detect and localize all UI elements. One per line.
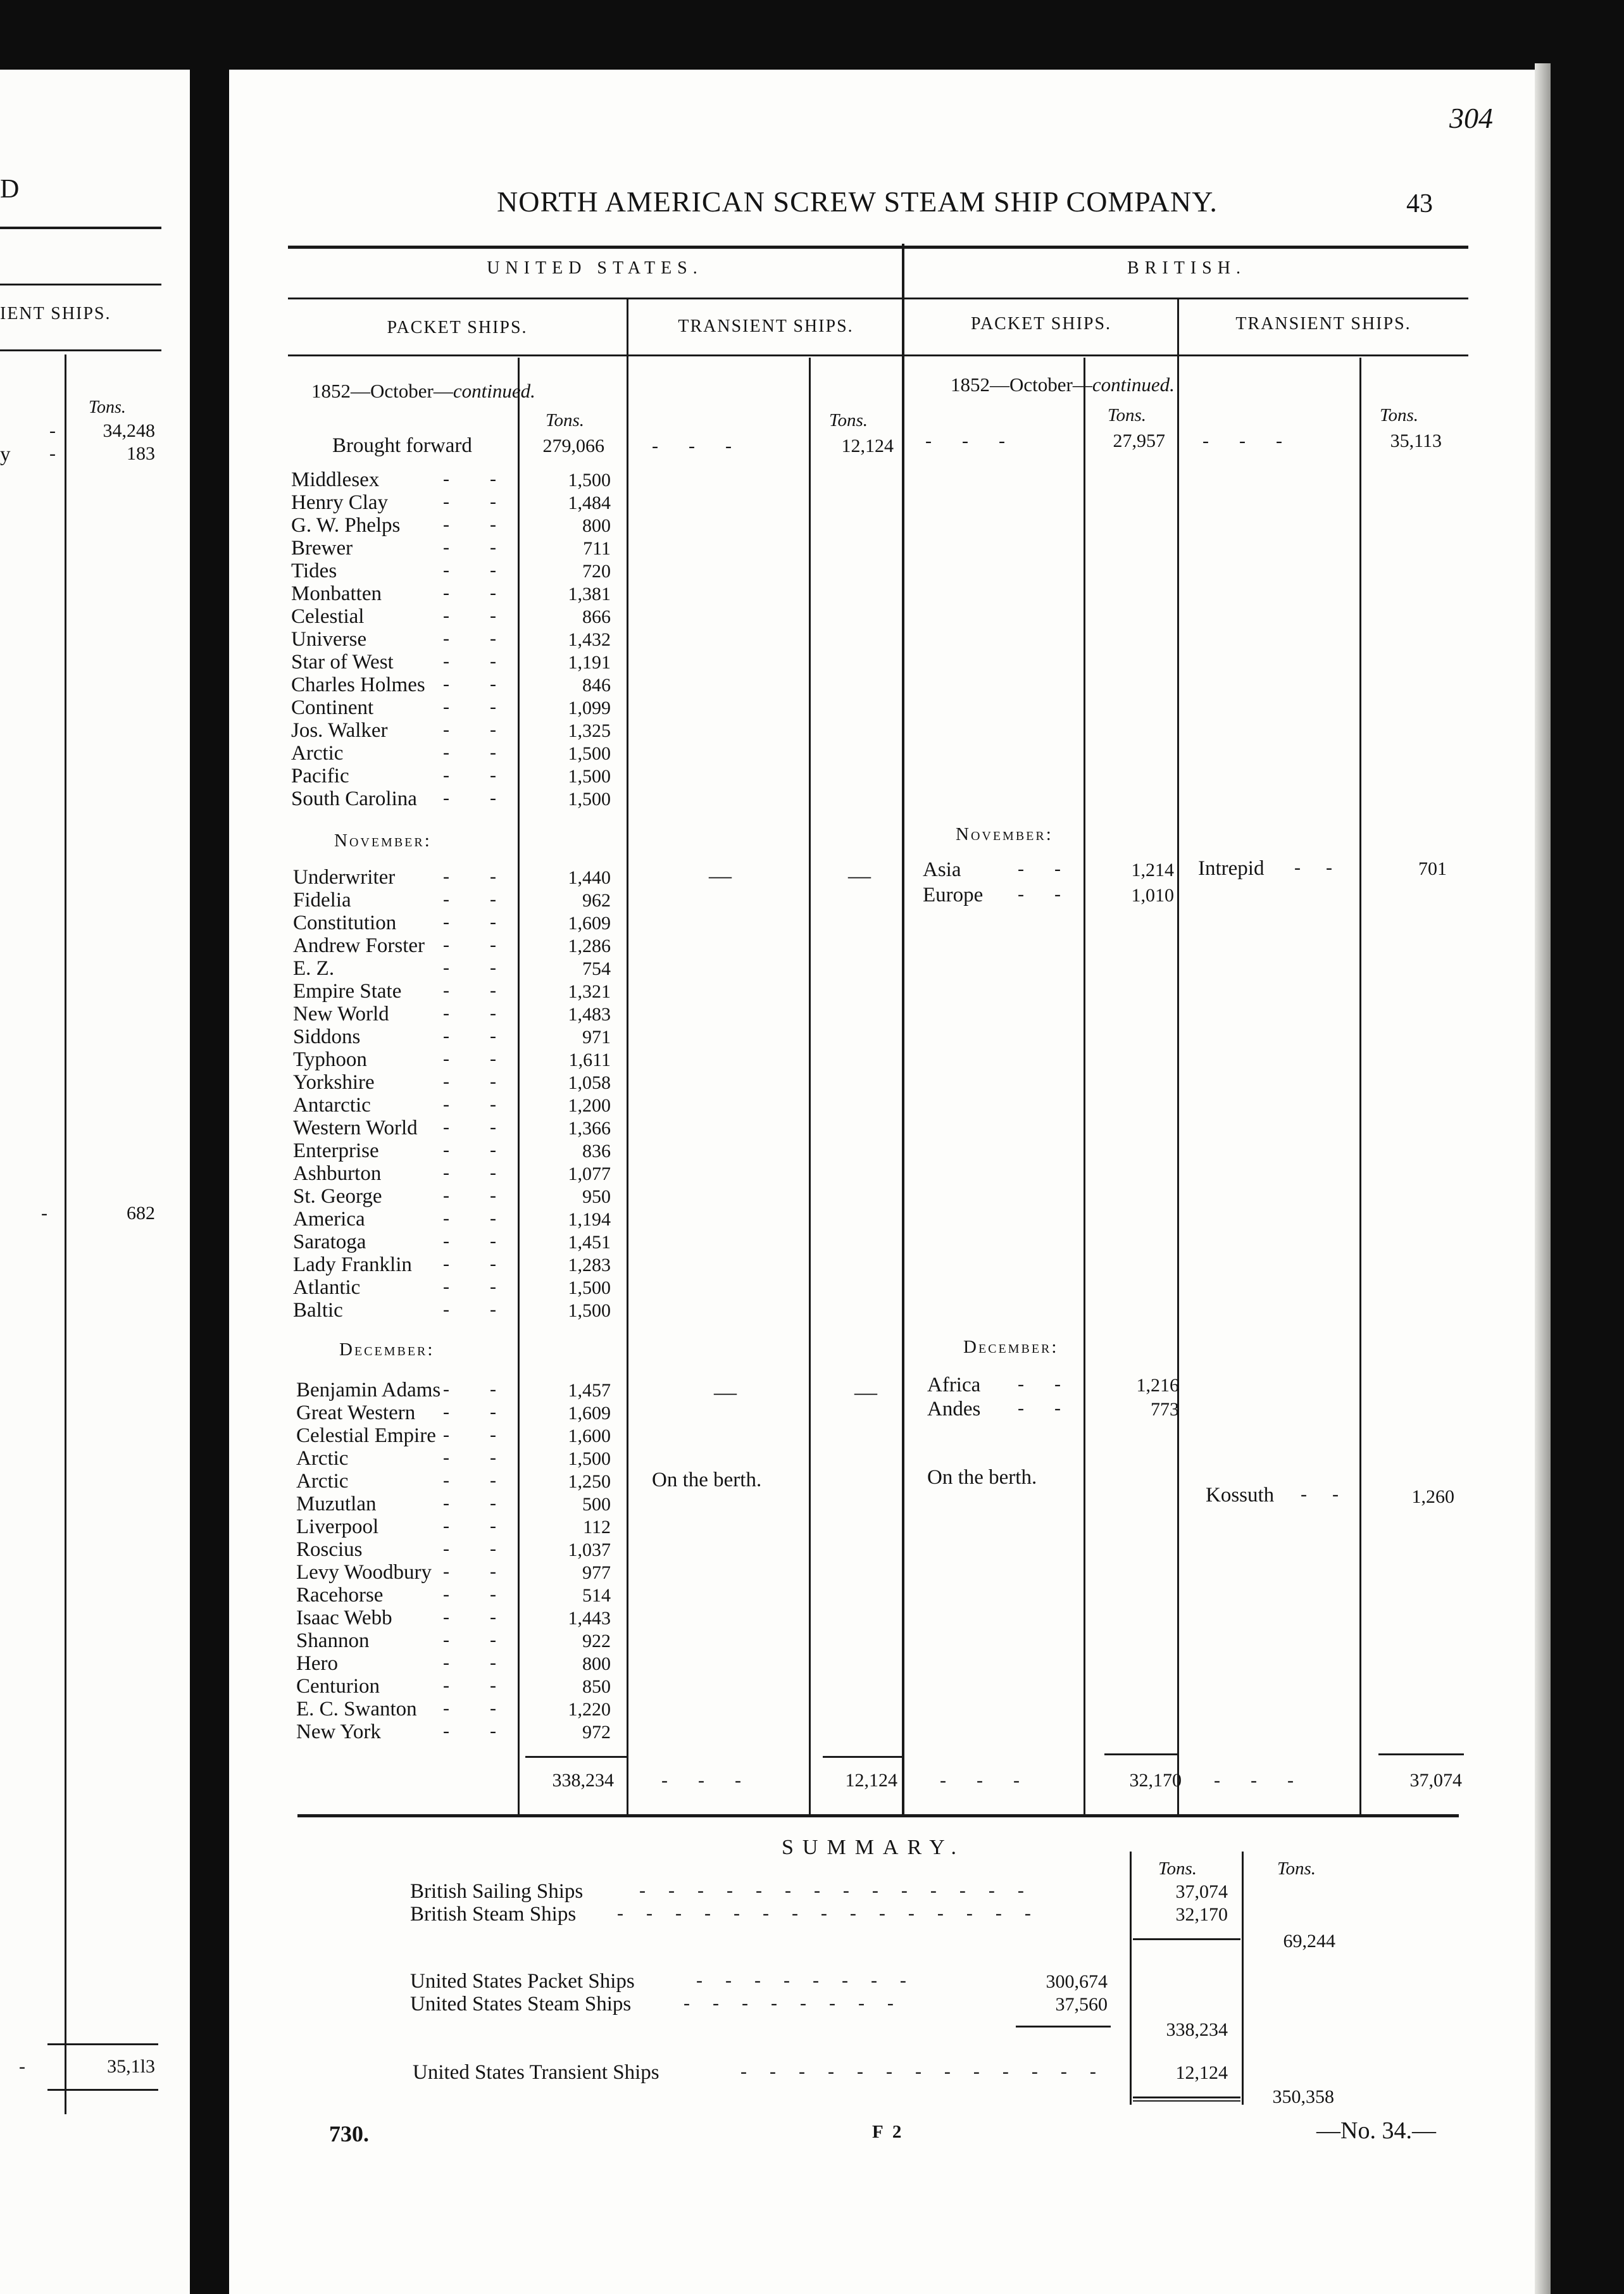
left-rule [47,2089,158,2091]
leader-dots: ------------- [740,2061,1119,2082]
left-rule [0,284,161,285]
us-packet-ship-name: E. Z. [293,957,335,980]
us-packet-ship-tons: 720 [582,561,611,582]
us-packet-ship-tons: 1,484 [568,492,611,513]
leader-dots: -- [443,696,537,717]
summary-tons-label: Tons. [1158,1858,1197,1879]
us-packet-ship-tons: 1,500 [568,470,611,491]
leader-dots: -------- [684,1993,916,2014]
us-packet-ship-name: Celestial Empire [296,1424,436,1447]
us-packet-ship-name: Shannon [296,1629,370,1652]
leader-dots: -- [443,1470,537,1491]
us-packet-ship-tons: 514 [582,1585,611,1606]
tons-label: Tons. [1108,405,1147,425]
us-packet-ship-name: Western World [293,1117,418,1139]
left-column-header-fragment: IENT SHIPS. [0,304,111,323]
british-period-label: 1852—October—continued. [951,373,1175,396]
total-rule [1104,1753,1177,1755]
tons-label: Tons. [546,410,585,430]
us-packet-ship-name: Ashburton [293,1162,382,1185]
brought-forward-british-packet: 27,957 [1113,430,1165,451]
us-packet-ship-name: Continent [291,696,374,719]
us-packet-ship-name: New York [296,1720,381,1743]
leader-dots: -- [443,1276,537,1297]
leader-dots: -- [443,560,537,580]
us-packet-ship-name: Hero [296,1652,338,1675]
leader-dots: -- [443,889,537,910]
summary-rule [1016,2026,1111,2028]
summary-column-line [1130,1852,1132,2105]
us-packet-ship-name: Siddons [293,1025,361,1048]
left-rule [0,227,161,229]
leader-dots: -- [1018,1374,1091,1395]
leader-dots: -- [443,1652,537,1673]
british-transient-tons: 701 [1418,858,1447,879]
us-packet-ship-name: Charles Holmes [291,674,425,696]
us-packet-ship-name: Muzutlan [296,1493,377,1515]
page-number: 43 [1406,189,1433,218]
us-packet-ship-name: Pacific [291,765,349,787]
summary-british-steam-label: British Steam Ships [410,1903,577,1926]
leader-dots: -- [443,1424,537,1445]
us-november-label: November: [334,830,432,851]
us-transient-dash: — [854,1379,877,1405]
us-packet-ship-name: Antarctic [293,1094,371,1117]
leader-dots: -- [443,1094,537,1115]
tons-label: Tons. [829,410,868,430]
left-heading-fragment: D [0,175,20,204]
us-packet-ship-name: Saratoga [293,1231,366,1253]
summary-british-sailing-label: British Sailing Ships [410,1880,584,1903]
us-packet-ship-tons: 962 [582,890,611,911]
us-packet-ship-tons: 1,609 [568,913,611,934]
us-packet-ship-name: St. George [293,1185,382,1208]
leader-dots: -- [443,1561,537,1582]
leader-dots: -- [1018,858,1091,879]
us-packet-ship-tons: 1,611 [568,1050,611,1070]
leader-dots: -- [443,1584,537,1605]
us-packet-ship-tons: 1,457 [568,1380,611,1401]
us-packet-ship-tons: 836 [582,1141,611,1162]
leader-dots: -- [443,934,537,955]
total-rule [1378,1753,1464,1755]
book-gutter [190,0,229,2294]
leader-dots: -- [443,605,537,626]
left-leader: - [49,443,56,464]
us-packet-ship-name: Fidelia [293,889,351,912]
us-transient-dash: — [714,1379,737,1405]
us-packet-ship-tons: 1,432 [568,629,611,650]
us-packet-ship-tons: 850 [582,1676,611,1697]
us-packet-ship-name: Great Western [296,1401,416,1424]
left-value: 34,248 [103,420,155,441]
left-leader: - [19,2056,25,2077]
us-packet-ship-tons: 972 [582,1722,611,1743]
left-column-line [65,354,66,2114]
us-packet-ship-name: G. W. Phelps [291,514,401,537]
title-rule [288,246,1468,249]
us-packet-ship-tons: 1,381 [568,584,611,605]
leader-dots: -- [443,1117,537,1138]
book-right-edge [1551,0,1624,2294]
leader-dots: -- [443,1401,537,1422]
us-packet-ship-name: Middlesex [291,468,380,491]
us-packet-ship-tons: 1,220 [568,1699,611,1720]
leader-dots: -- [443,628,537,649]
leader-dots: --- [1214,1770,1324,1791]
us-packet-ship-name: Centurion [296,1675,380,1698]
us-packet-ship-tons: 1,250 [568,1471,611,1492]
us-packet-ship-tons: 1,077 [568,1163,611,1184]
us-packet-ship-tons: 800 [582,515,611,536]
us-packet-ship-name: Levy Woodbury [296,1561,432,1584]
column-divider [627,299,628,1815]
brought-forward-label: Brought forward [332,434,472,457]
us-packet-ship-tons: 1,194 [568,1209,611,1230]
us-packet-ship-name: Celestial [291,605,365,628]
us-packet-ship-tons: 1,366 [568,1118,611,1139]
leader-dots: -- [1294,857,1358,878]
us-packet-ship-name: Underwriter [293,866,396,889]
leader-dots: -- [443,1071,537,1092]
leader-dots: -- [443,957,537,978]
group-header-rule [288,298,1468,299]
us-packet-ship-tons: 1,286 [568,936,611,956]
leader-dots: -- [443,1185,537,1206]
us-packet-ship-tons: 1,500 [568,1448,611,1469]
us-packet-ship-name: New World [293,1003,389,1025]
leader-dots: -- [443,1629,537,1650]
us-packet-ship-tons: 1,191 [568,652,611,673]
us-packet-ship-tons: 1,037 [568,1539,611,1560]
us-packet-ship-tons: 1,500 [568,743,611,764]
us-packet-ship-tons: 800 [582,1653,611,1674]
handwritten-folio: 304 [1449,102,1493,134]
us-packet-ship-name: Henry Clay [291,491,389,514]
leader-dots: --------------- [617,1903,1054,1924]
leader-dots: -- [443,1493,537,1514]
us-packet-ship-tons: 1,500 [568,1277,611,1298]
us-packet-ship-tons: 500 [582,1494,611,1515]
leader-dots: -- [443,1231,537,1251]
us-packet-ship-tons: 1,200 [568,1095,611,1116]
us-packet-ship-tons: 977 [582,1562,611,1583]
summary-us-transient-label: United States Transient Ships [413,2061,659,2084]
us-packet-ship-tons: 950 [582,1186,611,1207]
british-packet-ship-tons: 1,216 [1136,1375,1179,1396]
left-value: 35,1l3 [107,2056,155,2077]
us-packet-ship-name: Empire State [293,980,402,1003]
us-packet-ship-tons: 971 [582,1027,611,1048]
british-packet-ship-tons: 1,214 [1131,860,1174,881]
us-packet-ship-name: Constitution [293,912,397,934]
left-tons-label: Tons. [89,398,126,417]
united-states-header: UNITED STATES. [487,258,703,278]
us-packet-ship-name: America [293,1208,365,1231]
total-british-transient: 37,074 [1409,1770,1462,1791]
leader-dots: -- [443,468,537,489]
us-packet-ship-tons: 922 [582,1631,611,1652]
summary-us-steam-tons: 37,560 [1055,1994,1108,2015]
leader-dots: -- [443,912,537,932]
leader-dots: --- [940,1770,1050,1791]
summary-grand-total: 350,358 [1272,2086,1334,2107]
leader-dots: -- [1301,1484,1364,1505]
leader-dots: -- [443,980,537,1001]
leader-dots: -- [1018,1398,1091,1419]
footer-center: F 2 [872,2122,904,2142]
summary-rule [1133,1938,1240,1940]
us-packet-ship-name: Andrew Forster [293,934,425,957]
summary-us-transient-tons: 12,124 [1175,2062,1228,2083]
left-rule [47,2043,158,2045]
leader-dots: -- [443,1162,537,1183]
us-transient-dash: — [848,863,871,888]
leader-dots: -- [443,1299,537,1320]
footer-left: 730. [329,2121,369,2147]
us-packet-ship-name: Arctic [296,1447,349,1470]
table-bottom-rule [297,1814,1459,1817]
us-packet-ship-tons: 866 [582,606,611,627]
us-packet-ship-name: Racehorse [296,1584,384,1607]
leader-dots: -------------- [639,1880,1047,1901]
british-transient-name: Intrepid [1198,857,1265,880]
us-packet-ship-tons: 1,500 [568,766,611,787]
brought-forward-us-transient: 12,124 [841,436,894,456]
page-edge-shading [1535,63,1551,2294]
leader-dots: -- [1018,884,1091,905]
us-packet-ship-tons: 1,058 [568,1072,611,1093]
summary-tons-label: Tons. [1277,1858,1316,1879]
leader-dots: -- [443,1607,537,1627]
summary-us-packet-label: United States Packet Ships [410,1970,635,1993]
left-value: 183 [127,443,155,464]
leader-dots: -- [443,1515,537,1536]
british-packet-ship-name: Asia [923,858,961,881]
footer-right: —No. 34.— [1316,2117,1436,2144]
left-rule [0,349,161,351]
leader-dots: -------- [696,1970,929,1991]
us-packet-ship-tons: 112 [583,1517,611,1538]
brought-forward-british-transient: 35,113 [1390,430,1442,451]
us-packet-ship-name: Isaac Webb [296,1607,392,1629]
us-packet-ship-name: Brewer [291,537,353,560]
british-packet-ship-name: Africa [927,1374,981,1396]
us-packet-ship-tons: 711 [583,538,611,559]
us-packet-ship-name: Universe [291,628,367,651]
summary-title: SUMMARY. [782,1836,965,1859]
us-packet-ship-name: Typhoon [293,1048,367,1071]
us-packet-ship-name: Jos. Walker [291,719,388,742]
leader-dots: --- [661,1770,771,1791]
tons-divider [1359,358,1361,1815]
tons-divider [1084,358,1085,1815]
summary-british-sailing-tons: 37,074 [1175,1881,1228,1902]
summary-british-steam-tons: 32,170 [1175,1904,1228,1925]
leader-dots: --- [925,430,1035,451]
british-packet-ship-tons: 773 [1151,1399,1179,1420]
us-period-label: 1852—October—continued. [311,380,535,402]
total-us-packet: 338,234 [552,1770,614,1791]
us-packet-ship-name: Baltic [293,1299,343,1322]
book-top-edge [0,0,1624,70]
total-rule [823,1756,902,1758]
us-packet-ship-name: Lady Franklin [293,1253,412,1276]
summary-us-packet-tons: 300,674 [1046,1971,1108,1992]
us-packet-ship-tons: 1,325 [568,720,611,741]
leader-dots: -- [443,1208,537,1229]
us-packet-ship-tons: 754 [582,958,611,979]
leader-dots: -- [443,537,537,558]
leader-dots: -- [443,674,537,694]
us-packet-ship-tons: 1,321 [568,981,611,1002]
leader-dots: -- [443,787,537,808]
leader-dots: -- [443,1698,537,1719]
summary-rule [1133,2097,1240,2098]
leader-dots: -- [443,1253,537,1274]
us-packet-ship-name: Enterprise [293,1139,379,1162]
left-row-fragment: y [0,443,11,466]
us-packet-ship-tons: 1,443 [568,1608,611,1629]
total-rule [525,1756,627,1758]
summary-column-line [1242,1852,1244,2105]
us-on-the-berth: On the berth. [652,1469,762,1491]
us-br-divider [902,244,904,1815]
left-value: 682 [127,1203,155,1224]
british-transient-header: TRANSIENT SHIPS. [1235,314,1411,334]
us-packet-ship-tons: 1,500 [568,789,611,810]
leader-dots: -- [443,719,537,740]
british-header: BRITISH. [1127,258,1246,278]
us-packet-ship-name: South Carolina [291,787,417,810]
us-packet-ship-name: Atlantic [293,1276,361,1299]
us-packet-ship-tons: 1,483 [568,1004,611,1025]
brought-forward-us-packet: 279,066 [542,436,604,456]
leader-dots: -- [443,1025,537,1046]
leader-dots: -- [443,582,537,603]
total-british-packet: 32,170 [1129,1770,1182,1791]
leader-dots: -- [443,1139,537,1160]
us-packet-ship-name: Roscius [296,1538,363,1561]
us-packet-ship-tons: 1,500 [568,1300,611,1321]
us-packet-ship-tons: 1,451 [568,1232,611,1253]
british-packet-ship-name: Europe [923,884,984,906]
leader-dots: -- [443,1003,537,1024]
leader-dots: -- [443,1538,537,1559]
leader-dots: -- [443,1048,537,1069]
british-december-label: December: [963,1337,1059,1357]
us-packet-ship-tons: 1,440 [568,867,611,888]
leader-dots: -- [443,1447,537,1468]
leader-dots: -- [443,514,537,535]
british-november-label: November: [956,824,1053,844]
british-on-the-berth: On the berth. [927,1466,1037,1489]
british-transient-tons: 1,260 [1411,1486,1454,1507]
left-leader: - [49,420,56,441]
leader-dots: -- [443,491,537,512]
british-packet-ship-tons: 1,010 [1131,885,1174,906]
british-packet-ship-name: Andes [927,1398,981,1420]
us-packet-ship-tons: 1,600 [568,1426,611,1446]
left-leader: - [41,1203,47,1224]
leader-dots: -- [443,742,537,763]
us-packet-ship-name: E. C. Swanton [296,1698,417,1720]
leader-dots: -- [443,1675,537,1696]
column-divider [1177,299,1179,1815]
us-packet-header: PACKET SHIPS. [387,318,528,337]
us-packet-ship-name: Star of West [291,651,394,674]
summary-us-steam-label: United States Steam Ships [410,1993,632,2015]
page-title: NORTH AMERICAN SCREW STEAM SHIP COMPANY. [497,185,1218,218]
us-packet-ship-tons: 1,099 [568,698,611,718]
leader-dots: --- [1202,430,1313,451]
us-packet-ship-name: Arctic [296,1470,349,1493]
total-us-transient: 12,124 [845,1770,897,1791]
leader-dots: -- [443,765,537,786]
us-packet-ship-tons: 1,283 [568,1255,611,1275]
british-transient-name: Kossuth [1206,1484,1275,1507]
summary-us-subtotal: 338,234 [1166,2019,1228,2040]
us-transient-header: TRANSIENT SHIPS. [678,317,854,336]
us-packet-ship-name: Tides [291,560,337,582]
leader-dots: --- [652,436,762,456]
leader-dots: -- [443,866,537,887]
tons-divider [809,358,811,1815]
summary-rule [1133,2100,1240,2102]
us-packet-ship-tons: 846 [582,675,611,696]
leader-dots: -- [443,1379,537,1400]
us-december-label: December: [339,1339,435,1360]
us-packet-ship-name: Benjamin Adams [296,1379,441,1401]
us-transient-dash: — [709,863,732,888]
column-header-rule [288,354,1468,356]
tons-label: Tons. [1380,405,1419,425]
us-packet-ship-name: Monbatten [291,582,382,605]
leader-dots: -- [443,1720,537,1741]
us-packet-ship-name: Arctic [291,742,344,765]
us-packet-ship-tons: 1,609 [568,1403,611,1424]
british-packet-header: PACKET SHIPS. [970,314,1112,334]
us-packet-ship-name: Yorkshire [293,1071,375,1094]
us-packet-ship-name: Liverpool [296,1515,379,1538]
leader-dots: -- [443,651,537,672]
summary-british-total: 69,244 [1283,1931,1335,1952]
